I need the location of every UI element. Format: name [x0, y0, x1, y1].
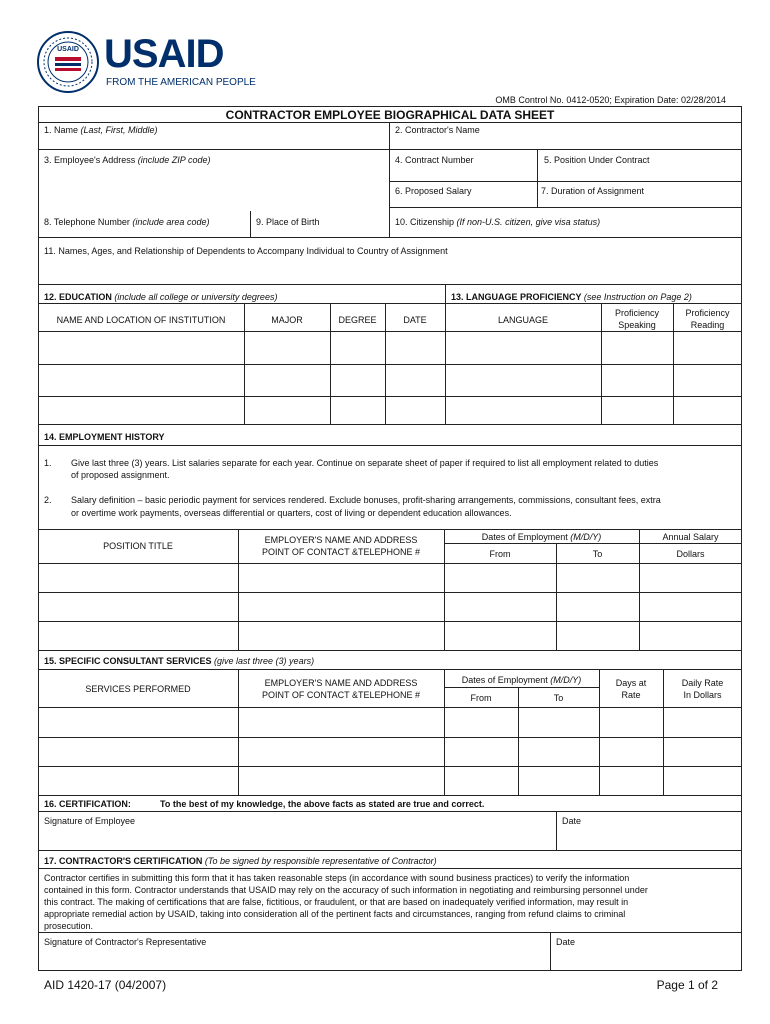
- employment-note-2-num: 2.: [44, 495, 52, 505]
- col-institution: NAME AND LOCATION OF INSTITUTION: [56, 315, 226, 325]
- table-row: [38, 396, 742, 397]
- certification-heading: 16. CERTIFICATION:: [44, 799, 131, 809]
- employment-note-1b: of proposed assignment.: [71, 470, 170, 480]
- field-9-label: 9. Place of Birth: [256, 217, 320, 227]
- contractor-date-label: Date: [556, 937, 576, 947]
- table-row: [38, 737, 742, 738]
- employment-note-1-num: 1.: [44, 458, 52, 468]
- employment-note-2a: Salary definition – basic periodic payment for services rendered. Exclude bonuses, profit-sharing arrangements, commissions, consultant fees, extra: [71, 495, 661, 505]
- table-row: [38, 592, 742, 593]
- usaid-logo-text: USAID: [104, 32, 224, 76]
- field-2-label: 2. Contractor's Name: [395, 125, 480, 135]
- col-dates-employment: Dates of Employment (M/D/Y): [461, 675, 582, 685]
- consultant-heading: 15. SPECIFIC CONSULTANT SERVICES (give last three (3) years): [44, 656, 315, 666]
- field-1-label: 1. Name (Last, First, Middle): [44, 125, 158, 135]
- col-to: To: [592, 549, 603, 559]
- col-annual-salary: Annual Salary: [662, 532, 719, 542]
- employment-note-1a: Give last three (3) years. List salaries separate for each year. Continue on separate sheet of paper if required to list all employment related to duties: [71, 458, 659, 468]
- contractor-cert-line-5: prosecution.: [44, 921, 94, 931]
- form-id: AID 1420-17 (04/2007): [44, 978, 167, 992]
- field-8-label: 8. Telephone Number (include area code): [44, 217, 210, 227]
- col-major: MAJOR: [271, 315, 303, 325]
- col-employer-2: POINT OF CONTACT &TELEPHONE #: [261, 690, 421, 700]
- contractor-cert-line-4: appropriate remedial action by USAID, taking into consideration all of the pertinent facts and circumstances, ranging from refund claims to criminal: [44, 909, 626, 919]
- field-7-label: 7. Duration of Assignment: [541, 186, 645, 196]
- field-4-label: 4. Contract Number: [395, 155, 474, 165]
- col-daily-rate-2: In Dollars: [683, 690, 722, 700]
- omb-control: OMB Control No. 0412-0520; Expiration Date: 02/28/2014: [495, 95, 726, 105]
- table-row: [38, 364, 742, 365]
- education-heading: 12. EDUCATION (include all college or university degrees): [44, 292, 278, 302]
- field-10-label: 10. Citizenship (If non-U.S. citizen, give visa status): [395, 217, 601, 227]
- col-dates-employment: Dates of Employment (M/D/Y): [481, 532, 602, 542]
- employment-note-2b: or overtime work payments, overseas differential or quarters, cost of living or dependent education allowances.: [71, 508, 512, 518]
- seal-text: USAID: [57, 46, 79, 53]
- page-number: Page 1 of 2: [656, 978, 718, 992]
- field-5-label: 5. Position Under Contract: [544, 155, 650, 165]
- contractor-signature-label: Signature of Contractor's Representative: [44, 937, 207, 947]
- employee-date-label: Date: [562, 816, 582, 826]
- form-title: CONTRACTOR EMPLOYEE BIOGRAPHICAL DATA SHEET: [225, 108, 555, 122]
- field-11-label: 11. Names, Ages, and Relationship of Dependents to Accompany Individual to Country of Assignment: [44, 246, 448, 256]
- col-employer-2: POINT OF CONTACT &TELEPHONE #: [261, 547, 421, 557]
- col-to: To: [553, 693, 564, 703]
- col-position-title: POSITION TITLE: [103, 541, 173, 551]
- col-speaking-2: Speaking: [618, 320, 656, 330]
- col-degree: DEGREE: [338, 315, 377, 325]
- col-from: From: [489, 549, 511, 559]
- col-employer-1: EMPLOYER'S NAME AND ADDRESS: [264, 535, 418, 545]
- col-days-at-2: Rate: [621, 690, 641, 700]
- employee-signature-label: Signature of Employee: [44, 816, 136, 826]
- usaid-logo-tagline: FROM THE AMERICAN PEOPLE: [106, 77, 256, 88]
- col-reading-1: Proficiency: [685, 308, 730, 318]
- col-dollars: Dollars: [676, 549, 705, 559]
- col-date: DATE: [403, 315, 427, 325]
- table-row: [38, 766, 742, 767]
- contractor-cert-line-1: Contractor certifies in submitting this form that it has taken reasonable steps (in accordance with sound business practices) to verify the information: [44, 873, 630, 883]
- language-heading: 13. LANGUAGE PROFICIENCY (see Instruction on Page 2): [451, 292, 692, 302]
- contractor-cert-line-2: contained in this form. Contractor understands that USAID may rely on the accuracy of such information in negotiating and reimbursing personnel under: [44, 885, 648, 895]
- col-reading-2: Reading: [690, 320, 725, 330]
- employment-heading: 14. EMPLOYMENT HISTORY: [44, 432, 165, 442]
- col-daily-rate-1: Daily Rate: [681, 678, 724, 688]
- col-speaking-1: Proficiency: [614, 308, 659, 318]
- col-days-at-1: Days at: [615, 678, 647, 688]
- field-6-label: 6. Proposed Salary: [395, 186, 472, 196]
- col-services-performed: SERVICES PERFORMED: [85, 684, 191, 694]
- contractor-cert-heading: 17. CONTRACTOR'S CERTIFICATION (To be signed by responsible representative of Contractor): [44, 856, 437, 866]
- col-employer-1: EMPLOYER'S NAME AND ADDRESS: [264, 678, 418, 688]
- certification-statement: To the best of my knowledge, the above facts as stated are true and correct.: [160, 799, 485, 809]
- usaid-seal: [36, 30, 100, 94]
- col-from: From: [470, 693, 492, 703]
- field-3-label: 3. Employee's Address (include ZIP code): [44, 155, 211, 165]
- table-row: [38, 621, 742, 622]
- col-language: LANGUAGE: [497, 315, 548, 325]
- contractor-cert-line-3: this contract. The making of certifications that are false, fictitious, or fraudulent, or that are based on inadequately verified information, may result in: [44, 897, 629, 907]
